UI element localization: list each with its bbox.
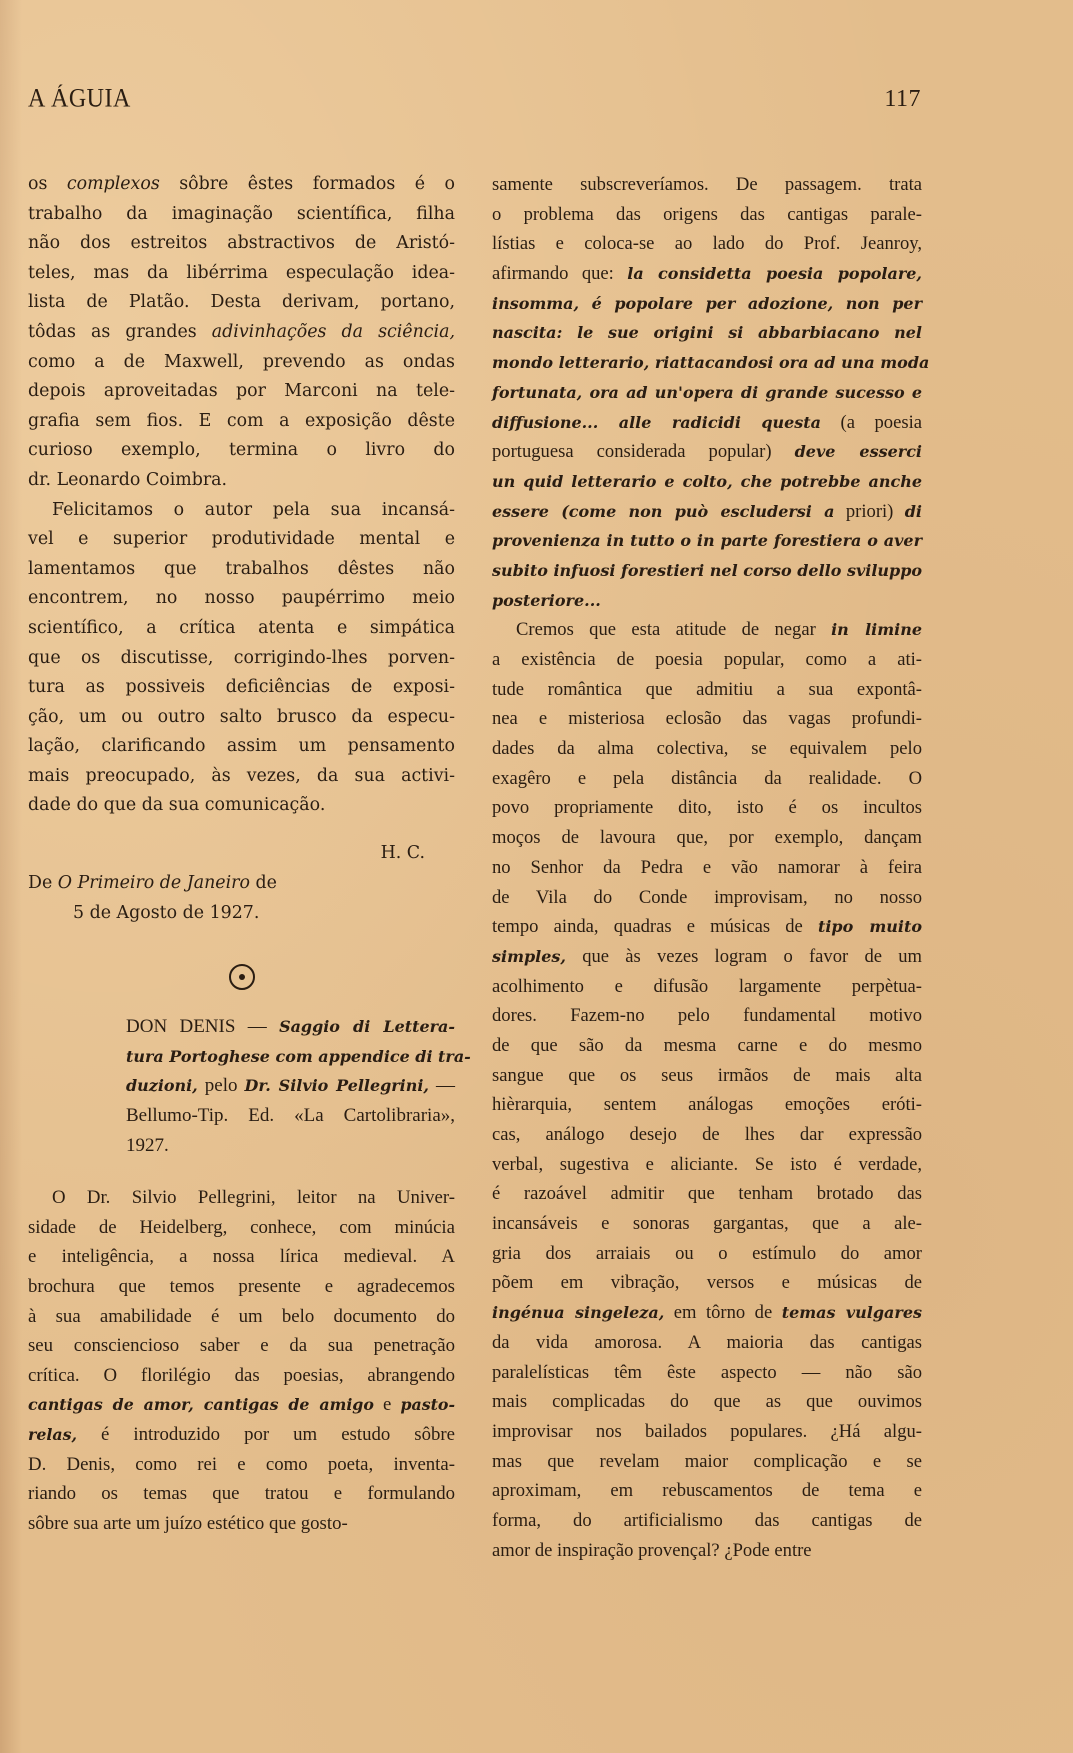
text-run: lação, clarificando assim um pensamento: [28, 736, 455, 757]
text-run: vel e superior produtividade mental e: [28, 529, 455, 550]
text-run: lista de Platão. Desta derivam, portano,: [28, 292, 455, 313]
text-line: [492, 1298, 922, 1328]
text-line: [492, 972, 922, 1002]
italic-bold-run: mondo letterario, riattacandosi ora ad una moda: [492, 353, 930, 373]
text-line: [492, 615, 922, 645]
paragraph: [492, 170, 930, 615]
text-line: [492, 437, 922, 467]
italic-bold-run: temas vulgares: [781, 1303, 922, 1323]
italic-bold-run: duzioni,: [126, 1076, 198, 1096]
text-line: [28, 1420, 455, 1450]
circled-dot-icon: [229, 964, 255, 990]
text-line: [492, 1536, 922, 1566]
text-line: [28, 288, 455, 318]
text-run: 1927.: [126, 1134, 169, 1156]
page-number: 117: [884, 86, 921, 112]
text-run: e: [373, 1394, 401, 1416]
text-run: em tôrno de: [664, 1302, 782, 1324]
italic-bold-run: tipo muito: [817, 917, 923, 937]
text-line: [28, 1509, 455, 1539]
text-line: [28, 1390, 455, 1420]
text-line: [492, 1268, 922, 1298]
text-run: mais complicadas do que as que ouvimos: [492, 1391, 922, 1413]
text-run: e inteligência, a nossa lírica medieval. A: [28, 1246, 455, 1268]
source-newspaper: O Primeiro de Janeiro: [57, 873, 250, 894]
text-line: [28, 1213, 455, 1243]
text-line: [492, 408, 922, 438]
italic-bold-run: un quid letterario e colto, che potrebbe anche: [492, 471, 922, 491]
text-line: [28, 170, 455, 200]
author-signature: H. C.: [380, 843, 425, 864]
text-line: [492, 764, 922, 794]
text-run: hièrarquia, sentem análogas emoções eróti-: [492, 1094, 922, 1116]
text-line: [492, 1120, 922, 1150]
text-run: trabalho da imaginação scientífica, filha: [28, 203, 455, 224]
text-line: [492, 1239, 922, 1269]
text-line: [126, 1042, 471, 1072]
text-run: dades da alma colectiva, se equivalem pelo: [492, 738, 922, 760]
text-line: [492, 704, 922, 734]
text-line: [28, 614, 455, 644]
text-run: encontrem, no nosso paupérrimo meio: [28, 588, 455, 609]
text-line: [492, 200, 922, 230]
text-line: [28, 1272, 455, 1302]
italic-bold-run: subito infuosi forestieri nel corso dello sviluppo: [492, 560, 923, 580]
text-line: [126, 1071, 455, 1101]
text-run: sôbre êstes formados é o: [159, 174, 455, 194]
text-line: [492, 853, 922, 883]
review-heading: [28, 1012, 471, 1160]
text-run: à sua amabilidade é um belo documento do: [28, 1305, 455, 1327]
text-line: [28, 229, 455, 259]
text-run: Bellumo-Tip. Ed. «La Cartolibraria»,: [126, 1105, 455, 1127]
text-line: [492, 259, 922, 289]
text-run: Cremos que esta atitude de negar: [516, 619, 832, 641]
text-line: [492, 1031, 922, 1061]
text-run: mas que revelam maior complicação e se: [492, 1450, 922, 1472]
text-line: [492, 912, 922, 942]
text-run: Felicitamos o autor pela sua incansá-: [52, 499, 455, 520]
text-run: acolhimento e difusão largamente perpètua-: [492, 975, 922, 997]
text-line: [492, 1001, 922, 1031]
journal-title: A ÁGUIA: [28, 84, 131, 113]
italic-bold-run: essere (come non può escludersi a: [492, 501, 835, 521]
text-line: [492, 556, 922, 586]
text-line: [28, 525, 455, 555]
text-line: [126, 1101, 455, 1131]
text-run: seu consciencioso saber e da sua penetração: [28, 1335, 455, 1357]
text-run: nea e misteriosa eclosão das vagas profundi-: [492, 708, 922, 730]
text-run: gria dos arraiais ou o estímulo do amor: [492, 1242, 922, 1264]
text-run: teles, mas da libérrima especulação idea-: [28, 262, 455, 283]
text-run: no Senhor da Pedra e vão namorar à feira: [492, 856, 922, 878]
paragraph: [28, 1183, 455, 1538]
italic-bold-run: nascita: le sue origini si abbarbiacano nel: [492, 323, 922, 343]
text-run: depois aproveitadas por Marconi na tele-: [28, 381, 455, 402]
italic-bold-run: diffusione... alle radicidi questa: [492, 412, 822, 432]
text-line: [492, 229, 922, 259]
italic-bold-run: in limine: [831, 620, 922, 640]
text-line: [492, 1090, 922, 1120]
text-line: [492, 1209, 922, 1239]
page-header: [28, 86, 921, 120]
text-run: D. Denis, como rei e como poeta, inventa-: [28, 1453, 455, 1475]
paragraph: [28, 170, 455, 496]
text-line: [28, 1479, 455, 1509]
text-line: [28, 436, 455, 466]
italic-bold-run: insomma, é popolare per adozione, non per: [492, 293, 922, 313]
text-run: O Dr. Silvio Pellegrini, leitor na Univer-: [52, 1187, 455, 1209]
text-run: sangue que os seus irmãos de mais alta: [492, 1064, 922, 1086]
text-line: [492, 1506, 922, 1536]
italic-bold-run: fortunata, ora ad un'opera di grande sucesso e: [492, 382, 922, 402]
text-run: é introduzido por um estudo sôbre: [76, 1423, 455, 1445]
italic-bold-run: simples,: [492, 946, 566, 966]
text-line: [28, 703, 455, 733]
text-run: mais preocupado, às vezes, da sua activi-: [28, 765, 455, 786]
italic-bold-run: pasto-: [400, 1395, 455, 1415]
text-line: [492, 823, 922, 853]
text-line: [492, 467, 922, 497]
text-run: lamentamos que trabalhos dêstes não: [28, 558, 455, 579]
text-line: [28, 732, 455, 762]
text-line: [126, 1012, 455, 1042]
text-run: cas, análogo desejo de lhes dar expressão: [492, 1124, 922, 1145]
italic-bold-run: Dr. Silvio Pellegrini,: [244, 1076, 429, 1096]
italic-bold-run: di: [904, 501, 922, 521]
text-run: verbal, sugestiva e aliciante. Se isto é verdade,: [492, 1153, 922, 1175]
text-line: [28, 348, 455, 378]
text-line: [492, 497, 922, 527]
source-suffix: de: [249, 873, 277, 894]
text-run: os: [28, 174, 67, 194]
text-line: [492, 1447, 922, 1477]
text-line: [28, 496, 455, 526]
text-line: [492, 170, 922, 200]
text-run: grafia sem fios. E com a exposição dêste: [28, 410, 455, 431]
text-run: forma, do artificialismo das cantigas de: [492, 1509, 922, 1531]
text-run: tude romântica que admitiu a sua expontâ-: [492, 678, 922, 700]
paragraph: [492, 615, 922, 1565]
text-line: [492, 1150, 922, 1180]
text-run: portuguesa considerada popular): [492, 441, 795, 463]
italic-bold-run: la considetta poesia popolare,: [627, 264, 922, 284]
text-run: é razoável admitir que tenham brotado das: [492, 1183, 922, 1205]
text-line: [28, 318, 455, 348]
text-run: scientífico, a crítica atenta e simpática: [28, 617, 455, 638]
text-run: afirmando que:: [492, 263, 628, 285]
text-run: DON DENIS —: [126, 1016, 280, 1038]
text-run: aproximam, em rebuscamentos de tema e: [492, 1480, 922, 1502]
italic-bold-run: deve esserci: [794, 442, 922, 462]
text-run: ção, um ou outro salto brusco da especu-: [28, 706, 455, 727]
italic-bold-run: cantigas de amor, cantigas de amigo: [28, 1395, 374, 1415]
text-run: dores. Fazem-no pelo fundamental motivo: [492, 1005, 922, 1027]
text-line: [492, 378, 922, 408]
text-line: [28, 1183, 455, 1213]
text-line: [492, 645, 922, 675]
text-line: [28, 259, 455, 289]
text-run: paralelísticas têm êste aspecto — não são: [492, 1361, 922, 1383]
text-run: crítica. O florilégio das poesias, abrangendo: [28, 1364, 455, 1386]
source-date: 5 de Agosto de 1927.: [73, 902, 260, 923]
text-run: curioso exemplo, termina o livro do: [28, 440, 455, 461]
text-run: exagêro e pela distância da realidade. O: [492, 767, 922, 789]
text-line: [492, 289, 922, 319]
text-line: [28, 407, 455, 437]
text-line: [492, 1476, 922, 1506]
text-run: como a de Maxwell, prevendo as ondas: [28, 351, 455, 372]
right-column: [492, 170, 930, 1565]
text-run: pelo: [197, 1075, 245, 1097]
text-line: [492, 793, 922, 823]
text-line: [492, 318, 922, 348]
text-line: [492, 1358, 922, 1388]
text-line: [492, 1179, 922, 1209]
text-line: [28, 1450, 455, 1480]
text-line: [28, 584, 455, 614]
text-line: [28, 1302, 455, 1332]
text-run: amor de inspiração provençal? ¿Pode entre: [492, 1539, 812, 1561]
text-run: sidade de Heidelberg, conhece, com minúcia: [28, 1216, 455, 1238]
text-run: tempo ainda, quadras e músicas de: [492, 916, 818, 938]
text-line: [28, 1242, 455, 1272]
text-run: a existência de poesia popular, como a ati-: [492, 649, 922, 670]
text-line: [28, 673, 455, 703]
text-run: põem em vibração, versos e músicas de: [492, 1272, 922, 1294]
italic-bold-run: relas,: [28, 1424, 77, 1444]
text-run: tura as possiveis deficiências de exposi-: [28, 677, 455, 698]
text-line: [28, 200, 455, 230]
text-run: riando os temas que tratou e formulando: [28, 1483, 455, 1505]
text-run: lístias e coloca-se ao lado do Prof. Jeanroy,: [492, 233, 922, 255]
text-line: [28, 644, 455, 674]
text-line: [492, 675, 922, 705]
source-prefix: De: [28, 873, 58, 894]
text-line: [492, 1387, 922, 1417]
text-run: incansáveis e sonoras gargantas, que a ale-: [492, 1213, 922, 1235]
text-run: moços de lavoura que, por exemplo, dançam: [492, 827, 922, 849]
text-run: que os discutisse, corrigindo-lhes porven-: [28, 647, 455, 668]
text-line: [28, 791, 455, 821]
text-run: não dos estreitos abstractivos de Aristó-: [28, 233, 455, 254]
text-run: (a poesia: [821, 411, 923, 433]
italic-bold-run: tura Portoghese com appendice di tra-: [126, 1046, 471, 1066]
text-line: [492, 586, 922, 616]
italic-bold-run: ingénua singeleza,: [492, 1303, 665, 1323]
text-line: [492, 348, 930, 378]
text-run: priori): [834, 500, 905, 522]
text-line: [28, 762, 455, 792]
text-line: [28, 1331, 455, 1361]
text-run: de Vila do Conde improvisam, no nosso: [492, 886, 922, 908]
text-line: [126, 1131, 455, 1161]
italic-bold-run: Saggio di Lettera-: [279, 1017, 456, 1037]
text-run: dr. Leonardo Coimbra.: [28, 469, 228, 490]
text-line: [28, 555, 455, 585]
text-run: brochura que temos presente e agradecemos: [28, 1276, 455, 1297]
text-line: [492, 883, 922, 913]
text-line: [492, 734, 922, 764]
text-line: [492, 1417, 922, 1447]
italic-run: adivinhações da sciência,: [211, 321, 455, 342]
text-line: [492, 1328, 922, 1358]
italic-run: complexos: [66, 174, 160, 194]
text-line: [28, 466, 455, 496]
text-line: [28, 377, 455, 407]
text-line: [28, 1361, 455, 1391]
text-line: [492, 526, 922, 556]
text-run: improvisar nos bailados populares. ¿Há algu-: [492, 1420, 922, 1442]
text-run: —: [428, 1075, 456, 1097]
text-line: [492, 1061, 922, 1091]
text-run: dade do que da sua comunicação.: [28, 795, 326, 816]
italic-bold-run: provenienza in tutto o in parte forestiera o aver: [492, 531, 922, 551]
text-run: sôbre sua arte um juízo estético que gosto-: [28, 1512, 348, 1534]
text-run: povo propriamente dito, isto é os incultos: [492, 797, 922, 819]
text-run: da vida amorosa. A maioria das cantigas: [492, 1331, 922, 1353]
text-line: [492, 942, 922, 972]
source-line: [28, 869, 455, 899]
left-column: [28, 170, 471, 1538]
text-run: o problema das origens das cantigas parale-: [492, 203, 922, 225]
paragraph: [28, 496, 455, 822]
text-run: que às vezes logram o favor de um: [565, 945, 922, 967]
text-run: de que são da mesma carne e do mesmo: [492, 1034, 922, 1056]
text-run: samente subscreveríamos. De passagem. trata: [492, 174, 922, 195]
text-run: tôdas as grandes: [28, 321, 212, 342]
italic-bold-run: posteriore...: [492, 590, 601, 610]
